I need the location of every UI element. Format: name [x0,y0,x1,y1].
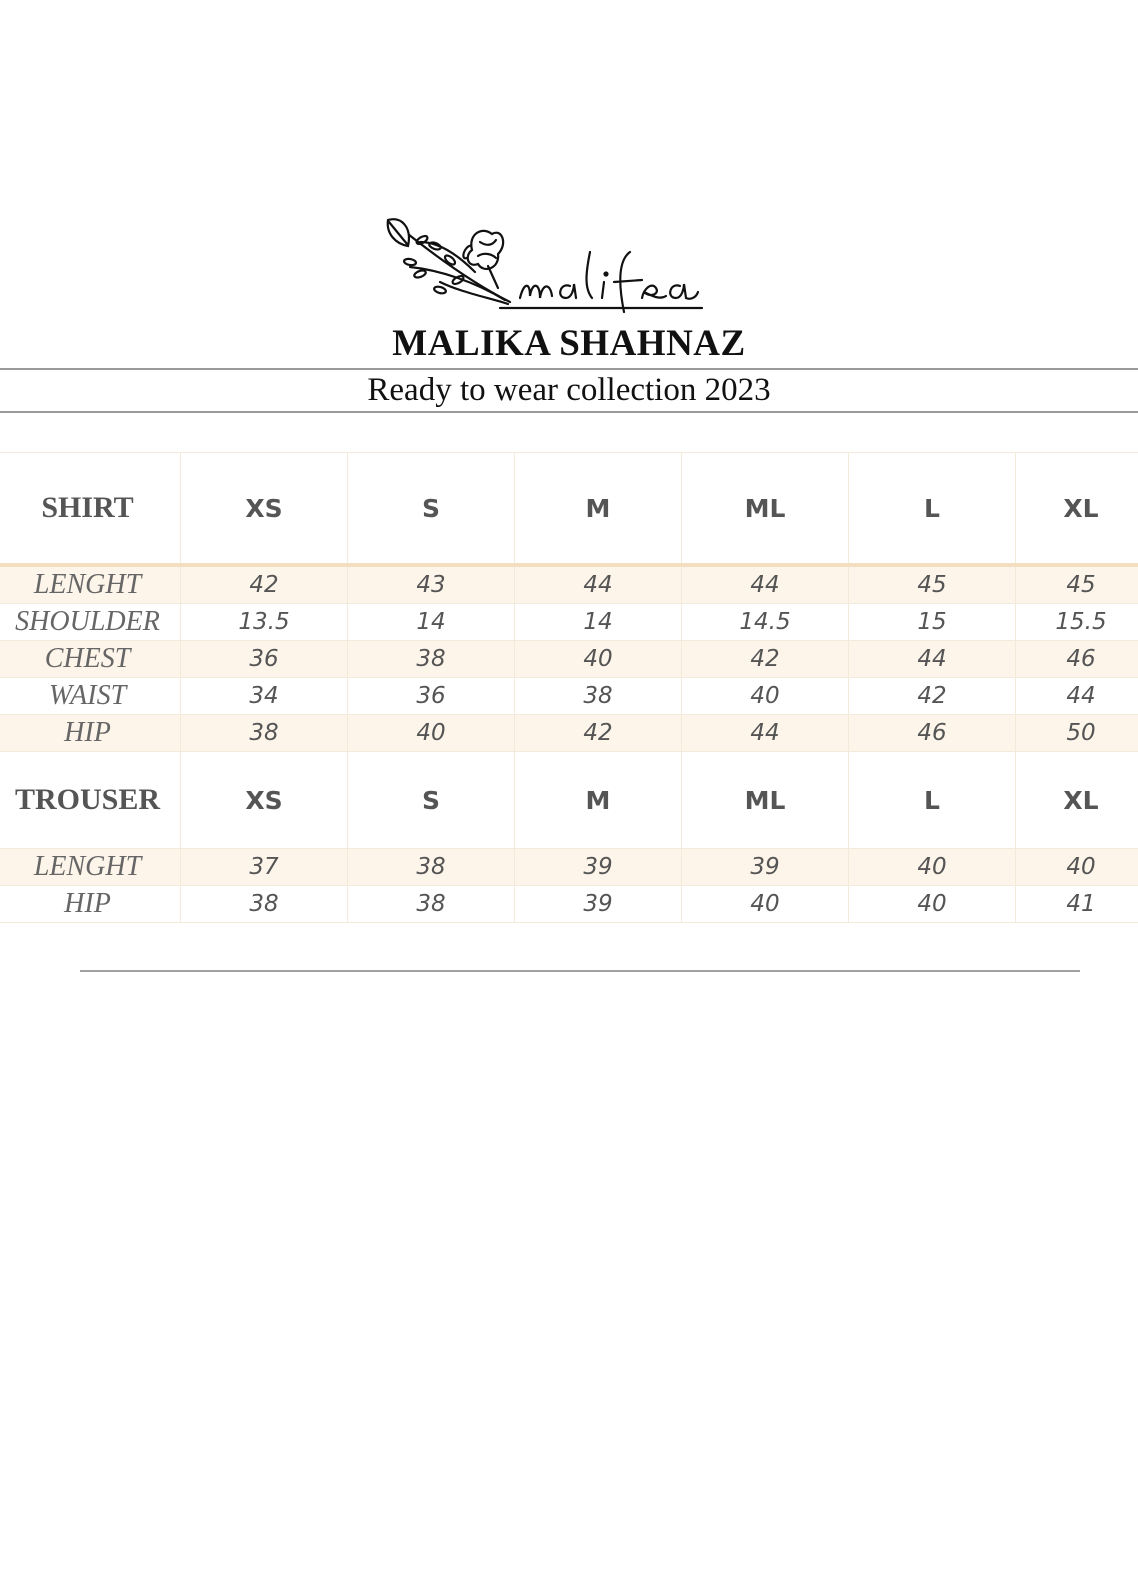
bottom-divider [80,970,1080,972]
trouser-header-row [0,752,1138,849]
size-header: L [849,752,1016,849]
shirt-header-row [0,453,1138,566]
table-row [0,565,1138,604]
measurement-value: 40 [849,886,1016,923]
measurement-value: 37 [181,849,348,886]
size-header: S [348,752,515,849]
measurement-value: 46 [1016,641,1138,678]
size-chart-table [0,452,1138,923]
size-header: XL [1016,752,1138,849]
measurement-value: 43 [348,565,515,604]
measurement-value: 44 [1016,678,1138,715]
size-header: M [515,453,682,566]
size-header: M [515,752,682,849]
measurement-label: WAIST [0,678,181,715]
measurement-value: 38 [515,678,682,715]
measurement-value: 39 [682,849,849,886]
measurement-value: 42 [515,715,682,752]
table-row [0,641,1138,678]
measurement-value: 38 [348,849,515,886]
measurement-value: 40 [682,678,849,715]
table-row [0,849,1138,886]
table-row [0,604,1138,641]
measurement-value: 45 [1016,565,1138,604]
measurement-value: 15.5 [1016,604,1138,641]
measurement-value: 42 [181,565,348,604]
size-header: XL [1016,453,1138,566]
collection-title: Ready to wear collection 2023 [367,372,771,408]
measurement-value: 41 [1016,886,1138,923]
measurement-value: 39 [515,886,682,923]
measurement-label: LENGHT [0,849,181,886]
size-header: XS [181,752,348,849]
measurement-value: 40 [849,849,1016,886]
measurement-value: 36 [348,678,515,715]
measurement-value: 13.5 [181,604,348,641]
measurement-value: 46 [849,715,1016,752]
measurement-label: LENGHT [0,565,181,604]
floral-logo-icon [380,212,760,322]
measurement-value: 38 [348,641,515,678]
measurement-value: 44 [682,715,849,752]
measurement-label: HIP [0,715,181,752]
measurement-value: 14.5 [682,604,849,641]
measurement-value: 40 [682,886,849,923]
measurement-value: 39 [515,849,682,886]
measurement-value: 15 [849,604,1016,641]
size-header: L [849,453,1016,566]
measurement-value: 44 [849,641,1016,678]
measurement-value: 50 [1016,715,1138,752]
measurement-value: 14 [348,604,515,641]
measurement-value: 38 [181,886,348,923]
measurement-label: SHOULDER [0,604,181,641]
measurement-value: 38 [348,886,515,923]
measurement-value: 44 [682,565,849,604]
table-row [0,678,1138,715]
measurement-value: 34 [181,678,348,715]
measurement-value: 40 [515,641,682,678]
brand-name: MALIKA SHAHNAZ [392,323,746,364]
measurement-value: 14 [515,604,682,641]
measurement-label: HIP [0,886,181,923]
size-header: ML [682,752,849,849]
size-header: S [348,453,515,566]
measurement-value: 38 [181,715,348,752]
table-row [0,715,1138,752]
trouser-section-label: TROUSER [0,752,181,849]
logo-script-text: malika [380,212,383,213]
top-divider [0,368,1138,370]
measurement-label: CHEST [0,641,181,678]
size-header: ML [682,453,849,566]
table-row [0,886,1138,923]
measurement-value: 42 [682,641,849,678]
measurement-value: 40 [348,715,515,752]
second-divider [0,411,1138,413]
shirt-section-label: SHIRT [0,453,181,566]
measurement-value: 40 [1016,849,1138,886]
measurement-value: 36 [181,641,348,678]
measurement-value: 45 [849,565,1016,604]
size-header: XS [181,453,348,566]
measurement-value: 42 [849,678,1016,715]
measurement-value: 44 [515,565,682,604]
